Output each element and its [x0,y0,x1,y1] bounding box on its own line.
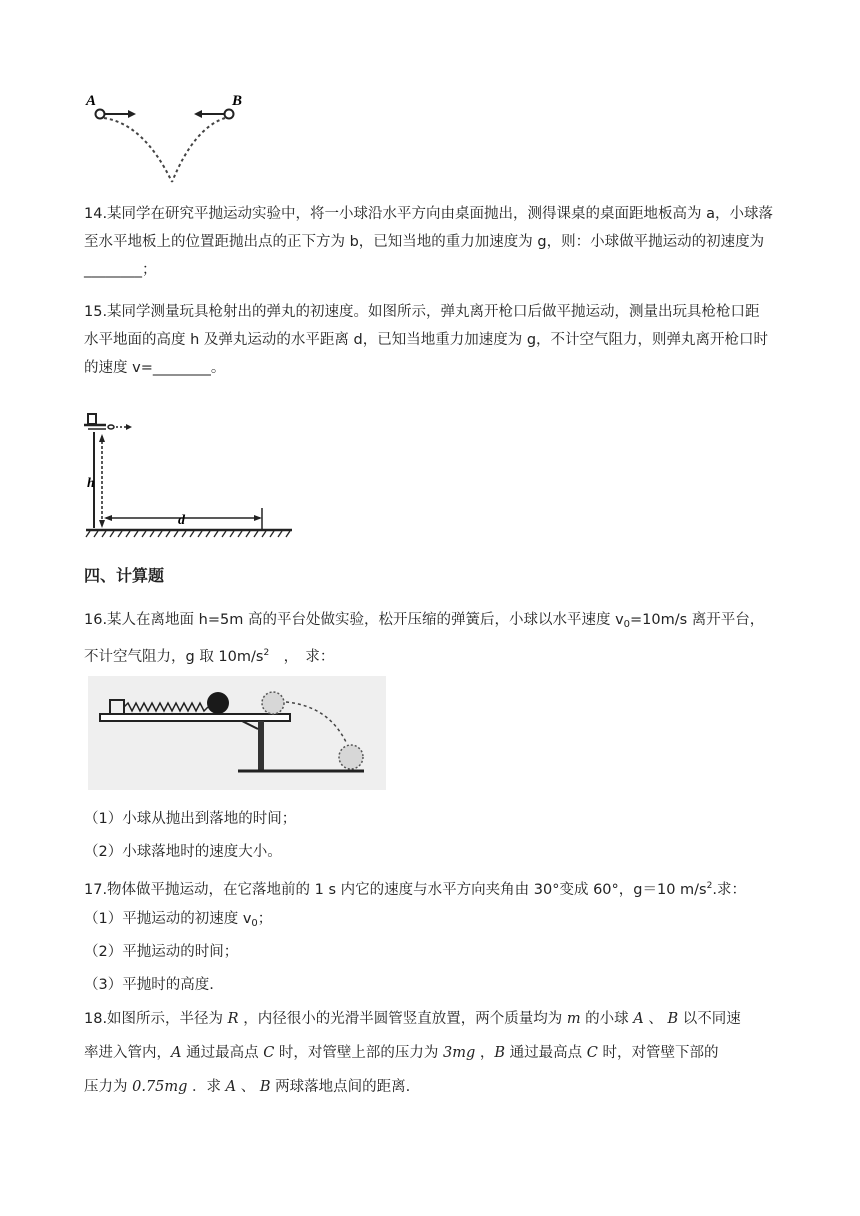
question-17-item-2: （2）平抛运动的时间； [84,944,239,960]
ball-b-icon [225,110,234,119]
platform-top [100,714,290,721]
gun-icon [88,414,96,424]
question-17-item-1: （1）平抛运动的初速度 $v_0$； [84,911,273,929]
bullet-icon [108,425,114,429]
figure-spring-platform [88,676,386,790]
question-15: 15.某同学测量玩具枪射出的弹丸的初速度。如图所示，弹丸离开枪口后做平抛运动，测量出玩具枪枪口距水平地面的高度 h 及弹丸运动的水平距离 d，已知当地重力加速度为 g，不计空气阻力，则弹丸离开枪口时的速度 v=________。 [84,304,769,376]
figure-toy-gun [84,410,299,540]
ball-a-icon [96,110,105,119]
question-16-item-1: （1）小球从抛出到落地的时间； [84,811,297,827]
question-16-item-2: （2）小球落地时的速度大小。 [84,844,282,860]
question-18-line-1: 18.如图所示，半径为 R ，内径很小的光滑半圆管竖直放置，两个质量均为 m 的小球 A 、 B 以不同速 [84,1011,741,1027]
ball-icon [207,692,229,714]
question-14: 14.某同学在研究平抛运动实验中，将一小球沿水平方向由桌面抛出，测得课桌的桌面距地板高为 a，小球落至水平地板上的位置距抛出点的正下方为 b，已知当地的重力加速度为 g，则：小球做平抛运动的初速度为________； [84,206,774,278]
question-18-line-3: 压力为 0.75mg ．求 A 、 B 两球落地点间的距离. [84,1079,411,1095]
ball-ghost-bottom-icon [339,745,363,769]
question-17-item-3: （3）平抛时的高度. [84,977,214,993]
section-heading-calculation: 四、计算题 [84,566,165,585]
question-16: 16.某人在离地面 h=5m 高的平台处做实验，松开压缩的弹簧后，小球以水平速度 $v_0=10m/s$ 离开平台，不计空气阻力，g 取 $10m/s^2$ ， 求： [84,612,765,665]
label-h: h [87,476,95,491]
label-b: B [232,93,243,109]
figure-ab-trajectories [84,88,264,188]
trajectory-a [104,118,172,182]
question-18-line-2: 率进入管内，A 通过最高点 C 时，对管壁上部的压力为 3mg ，B 通过最高点 C 时，对管壁下部的 [84,1045,719,1061]
ball-ghost-top-icon [262,692,284,714]
question-17: 17.物体做平抛运动，在它落地前的 1 s 内它的速度与水平方向夹角由 30°变成 60°，g＝10 $m/s^2$.求： [84,881,746,898]
label-a: A [86,93,97,109]
trajectory-b [172,118,225,182]
label-d: d [178,513,185,528]
